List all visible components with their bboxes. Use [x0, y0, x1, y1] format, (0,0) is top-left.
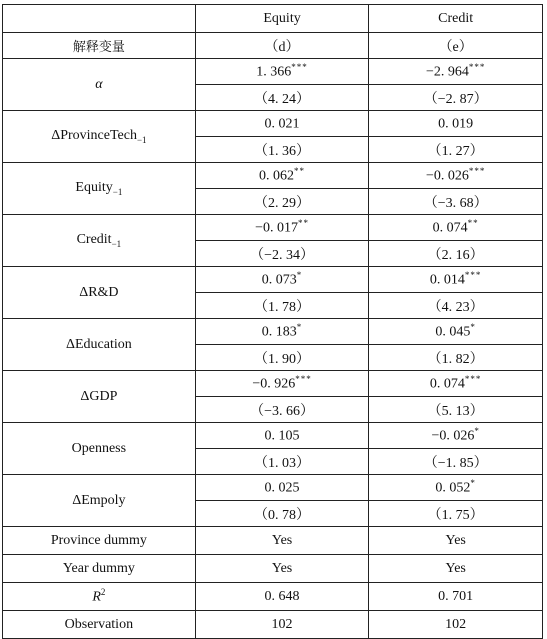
tstat-equity: （4. 24） — [195, 85, 369, 111]
tstat-credit: （−3. 68） — [369, 189, 543, 215]
table-row — [3, 475, 543, 501]
footer-credit: Yes — [369, 555, 543, 583]
header-equity: Equity — [195, 5, 369, 33]
coef-equity: 0. 025 — [195, 475, 369, 501]
variable-label: ΔEducation — [3, 319, 196, 371]
header-row — [3, 5, 543, 33]
coef-equity: −0. 926*** — [195, 371, 369, 397]
subheader-label: 解释变量 — [3, 33, 196, 59]
table-row — [3, 163, 543, 189]
footer-equity: 102 — [195, 611, 369, 639]
variable-label: ΔProvinceTech$_{-1}$ — [3, 111, 196, 163]
tstat-equity: （−2. 34） — [195, 241, 369, 267]
subheader-col1: （d） — [195, 33, 369, 59]
coef-equity: 0. 062** — [195, 163, 369, 189]
variable-label: ΔEmpoly — [3, 475, 196, 527]
subheader-col2: （e） — [369, 33, 543, 59]
coef-credit: 0. 074*** — [369, 371, 543, 397]
tstat-credit: （4. 23） — [369, 293, 543, 319]
coef-credit: −2. 964*** — [369, 59, 543, 85]
table-row — [3, 215, 543, 241]
footer-label: Province dummy — [3, 527, 196, 555]
variable-label: α — [3, 59, 196, 111]
table-row — [3, 59, 543, 85]
footer-equity: 0. 648 — [195, 583, 369, 611]
variable-label: Equity$_{-1}$ — [3, 163, 196, 215]
footer-equity: Yes — [195, 555, 369, 583]
table-row — [3, 111, 543, 137]
coef-credit: −0. 026*** — [369, 163, 543, 189]
footer-row — [3, 555, 543, 583]
coef-equity: 1. 366*** — [195, 59, 369, 85]
tstat-equity: （0. 78） — [195, 501, 369, 527]
table-row — [3, 319, 543, 345]
coef-equity: 0. 021 — [195, 111, 369, 137]
footer-credit: 0. 701 — [369, 583, 543, 611]
tstat-equity: （1. 78） — [195, 293, 369, 319]
footer-label: $R^2$ — [3, 583, 196, 611]
coef-credit: 0. 014*** — [369, 267, 543, 293]
footer-row — [3, 611, 543, 639]
footer-row — [3, 527, 543, 555]
variable-label: ΔGDP — [3, 371, 196, 423]
header-blank — [3, 5, 196, 33]
footer-row — [3, 583, 543, 611]
tstat-credit: （1. 27） — [369, 137, 543, 163]
coef-equity: −0. 017** — [195, 215, 369, 241]
tstat-equity: （1. 36） — [195, 137, 369, 163]
coef-credit: −0. 026* — [369, 423, 543, 449]
tstat-equity: （−3. 66） — [195, 397, 369, 423]
coef-credit: 0. 045* — [369, 319, 543, 345]
footer-credit: Yes — [369, 527, 543, 555]
footer-label: Year dummy — [3, 555, 196, 583]
variable-label: Credit$_{-1}$ — [3, 215, 196, 267]
coef-credit: 0. 019 — [369, 111, 543, 137]
tstat-credit: （1. 75） — [369, 501, 543, 527]
table-row — [3, 371, 543, 397]
tstat-credit: （−2. 87） — [369, 85, 543, 111]
tstat-equity: （1. 90） — [195, 345, 369, 371]
tstat-credit: （5. 13） — [369, 397, 543, 423]
footer-label: Observation — [3, 611, 196, 639]
coef-equity: 0. 073* — [195, 267, 369, 293]
tstat-credit: （1. 82） — [369, 345, 543, 371]
coef-credit: 0. 074** — [369, 215, 543, 241]
coef-equity: 0. 105 — [195, 423, 369, 449]
table-row — [3, 267, 543, 293]
tstat-credit: （−1. 85） — [369, 449, 543, 475]
tstat-credit: （2. 16） — [369, 241, 543, 267]
tstat-equity: （2. 29） — [195, 189, 369, 215]
variable-label: Openness — [3, 423, 196, 475]
footer-credit: 102 — [369, 611, 543, 639]
header-credit: Credit — [369, 5, 543, 33]
table-row — [3, 423, 543, 449]
variable-label: ΔR&D — [3, 267, 196, 319]
tstat-equity: （1. 03） — [195, 449, 369, 475]
coef-credit: 0. 052* — [369, 475, 543, 501]
coef-equity: 0. 183* — [195, 319, 369, 345]
regression-table — [2, 4, 543, 639]
footer-equity: Yes — [195, 527, 369, 555]
subheader-row — [3, 33, 543, 59]
